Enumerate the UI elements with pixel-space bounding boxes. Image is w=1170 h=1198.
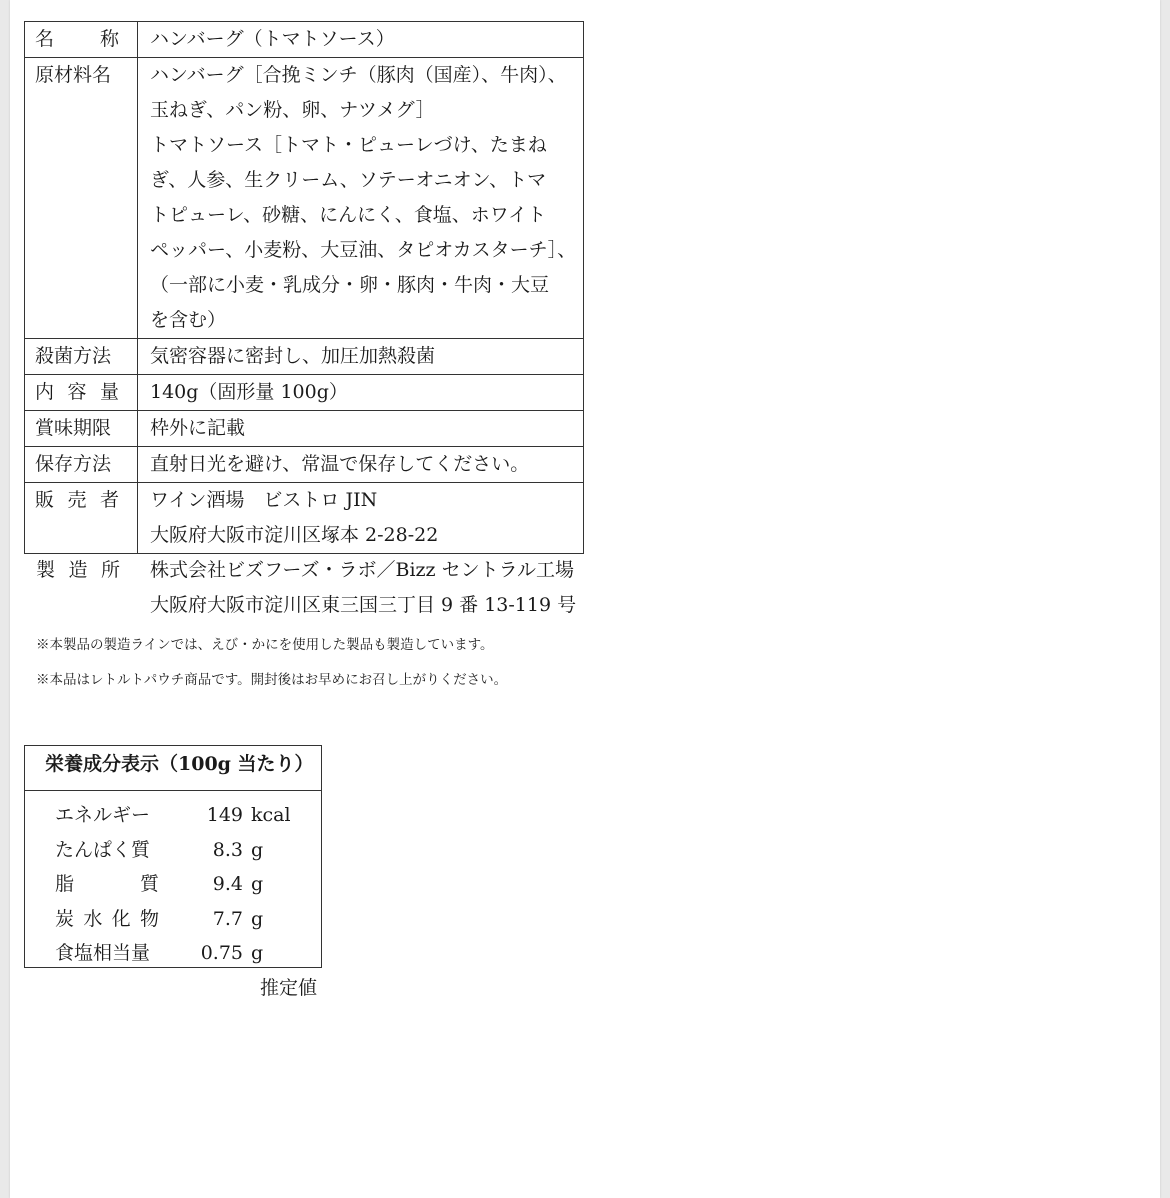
label-row-content-amount: [25, 375, 584, 411]
label-key-ingredients: 原材料名: [25, 58, 138, 339]
nutrient-value: 8.3: [212, 838, 243, 861]
ingredients-line: ぎ、人参、生クリーム、ソテーオニオン、トマ: [150, 169, 547, 191]
manufacturer-key: 製造所: [36, 559, 120, 581]
label-key-storage: 保存方法: [25, 447, 138, 483]
manufacturer-name: 株式会社ビズフーズ・ラボ／Bizz セントラル工場: [150, 559, 575, 581]
document-page: [10, 0, 1160, 1198]
nutrient-unit: g: [251, 873, 264, 895]
label-value-storage: 直射日光を避け、常温で保存してください。: [150, 453, 530, 475]
ingredients-line: ペッパー、小麦粉、大豆油、タピオカスターチ］、: [150, 239, 577, 261]
nutrition-row-carbohydrate: [25, 902, 321, 937]
ingredients-line: を含む）: [150, 309, 227, 331]
nutrition-row-protein: [25, 833, 321, 868]
seller-name: ワイン酒場 ビストロ JIN: [150, 489, 378, 511]
label-row-ingredients: [25, 58, 584, 339]
label-value-best-before: 枠外に記載: [150, 417, 246, 439]
nutrient-name: 食塩相当量: [55, 942, 151, 964]
nutrient-value: 9.4: [212, 873, 243, 895]
nutrient-name: 炭水化物: [55, 907, 159, 930]
nutrient-unit: g: [251, 838, 264, 861]
nutrition-row-salt: [25, 936, 321, 971]
nutrient-unit: kcal: [251, 804, 291, 826]
product-label-table: [24, 21, 584, 554]
label-key-sterilization: 殺菌方法: [25, 339, 138, 375]
nutrient-unit: g: [251, 907, 264, 930]
label-row-seller: [25, 483, 584, 554]
nutrient-name: エネルギー: [55, 804, 151, 826]
nutrient-value: 149: [206, 804, 243, 826]
estimate-footnote: 推定値: [260, 977, 318, 999]
label-value-name: ハンバーグ（トマトソース）: [150, 28, 395, 50]
nutrient-unit: g: [251, 942, 264, 964]
label-key-content-amount: 内容量: [35, 381, 119, 403]
label-key-name: 名称: [35, 28, 119, 50]
ingredients-line: （一部に小麦・乳成分・卵・豚肉・牛肉・大豆: [150, 274, 550, 296]
nutrition-row-energy: [25, 798, 321, 833]
nutrition-title: 栄養成分表示（100g 当たり）: [25, 746, 321, 791]
note-retort-pouch: ※本品はレトルトパウチ商品です。開封後はお早めにお召し上がりください。: [36, 672, 508, 688]
label-row-best-before: [25, 411, 584, 447]
nutrient-value: 7.7: [212, 907, 243, 930]
notes-block: [36, 628, 507, 698]
nutrition-rows: [25, 791, 321, 971]
label-value-sterilization: 気密容器に密封し、加圧加熱殺菌: [150, 345, 436, 367]
nutrition-facts-box: [24, 745, 322, 968]
label-row-sterilization: [25, 339, 584, 375]
nutrient-name: たんぱく質: [55, 838, 151, 861]
manufacturer-block: [34, 553, 654, 623]
nutrient-value: 0.75: [200, 942, 243, 964]
note-allergen-line: ※本製品の製造ラインでは、えび・かにを使用した製品も製造しています。: [36, 637, 494, 653]
label-row-name: [25, 22, 584, 58]
label-row-storage: [25, 447, 584, 483]
ingredients-line: ハンバーグ［合挽ミンチ（豚肉（国産）、牛肉）、: [150, 64, 567, 86]
manufacturer-address: 大阪府大阪市淀川区東三国三丁目 9 番 13-119 号: [150, 594, 577, 616]
ingredients-line: トマトソース［トマト・ピューレづけ、たまね: [150, 134, 547, 156]
ingredients-line: 玉ねぎ、パン粉、卵、ナツメグ］: [150, 99, 435, 121]
label-value-content-amount: 140g（固形量 100g）: [150, 381, 348, 403]
ingredients-line: トピューレ、砂糖、にんにく、食塩、ホワイト: [150, 204, 547, 226]
label-key-seller: 販売者: [35, 489, 119, 511]
seller-address: 大阪府大阪市淀川区塚本 2-28-22: [150, 524, 439, 546]
label-key-best-before: 賞味期限: [25, 411, 138, 447]
nutrition-row-fat: [25, 867, 321, 902]
nutrient-name: 脂質: [55, 873, 159, 895]
